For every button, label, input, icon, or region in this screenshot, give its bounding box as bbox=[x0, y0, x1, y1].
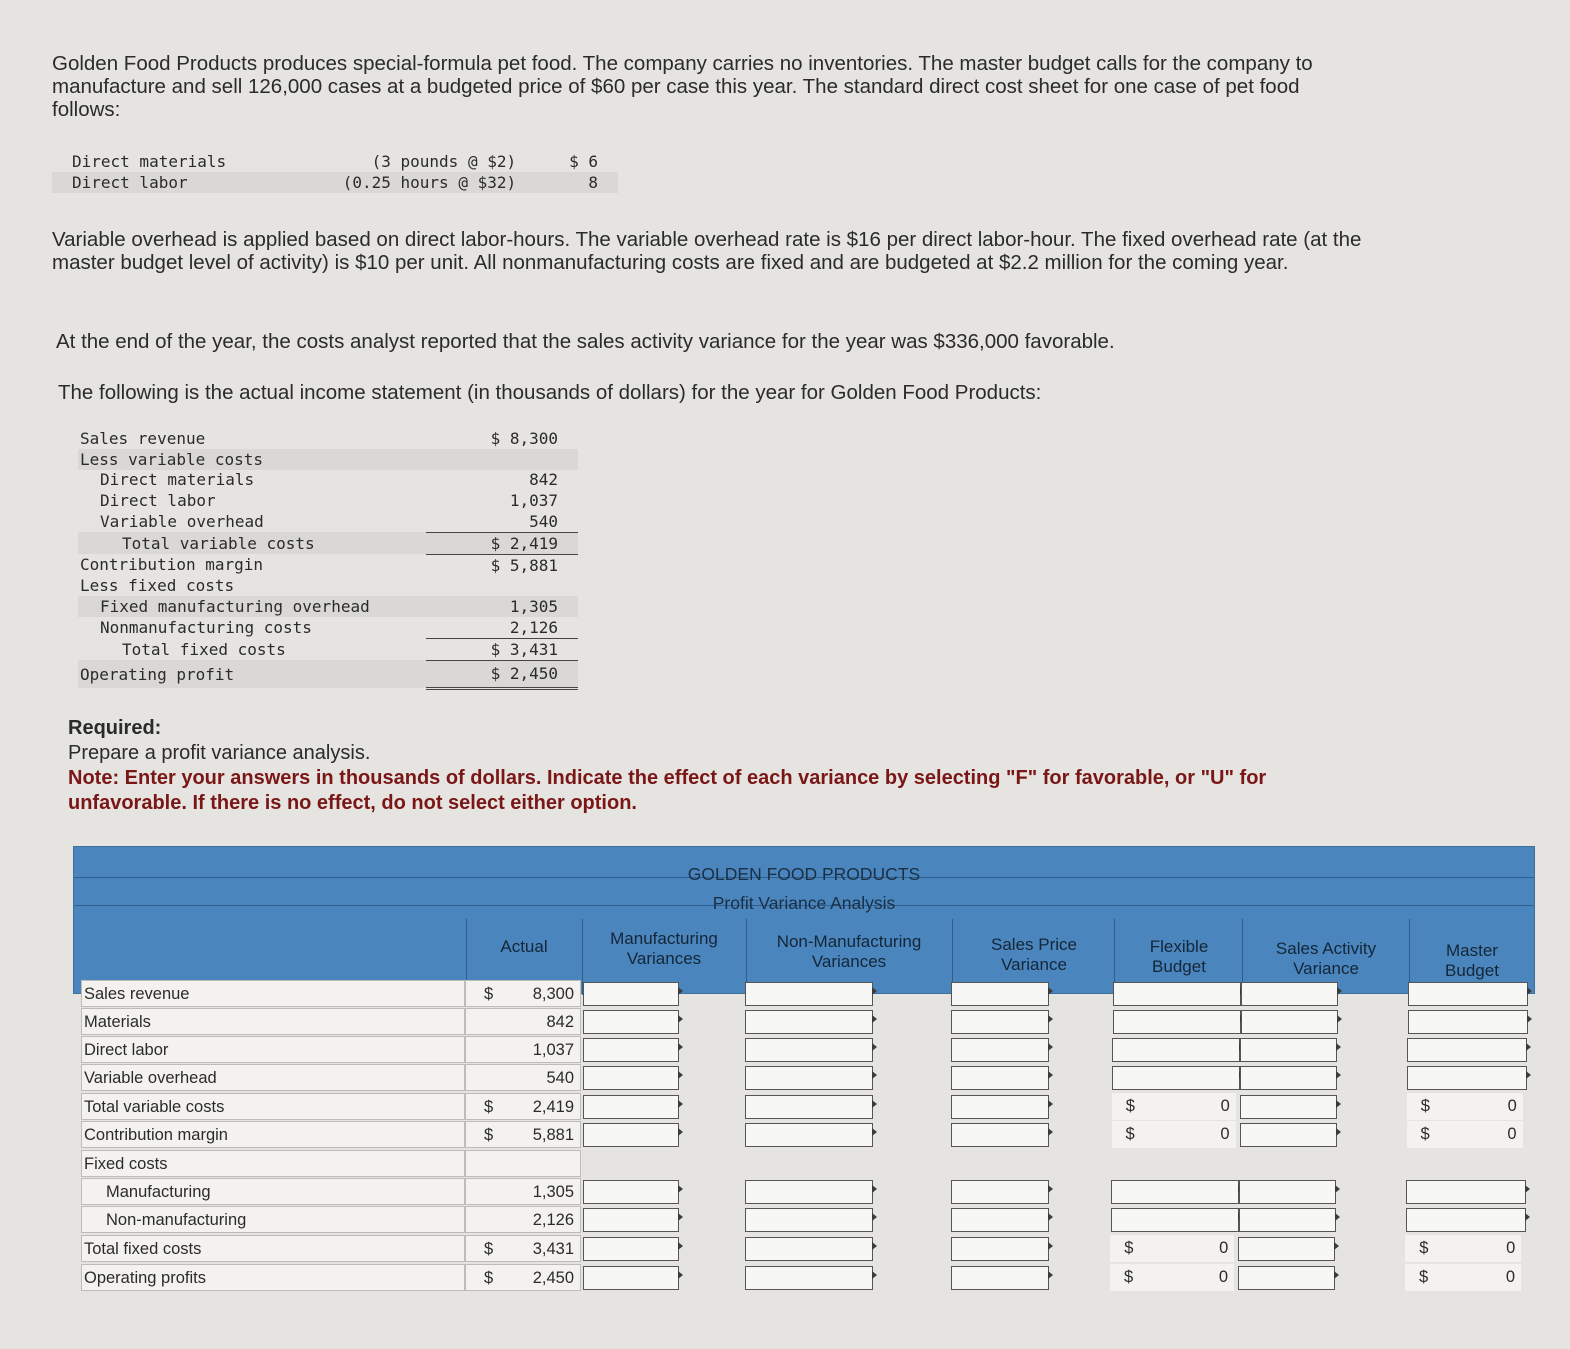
variance-amount-input[interactable] bbox=[951, 1180, 1049, 1204]
overhead-paragraph: Variable overhead is applied based on direct labor-hours. The variable overhead rate is $16 per direct labor-hour. The fixed overhead rate (at the master budget level of activity) is $10 per unit. All nonmanufacturing costs are fixed and are budgeted at $2.2 million for the coming year. bbox=[52, 228, 1362, 274]
is-label: Operating profit bbox=[78, 660, 426, 688]
computed-total-cell bbox=[1405, 1235, 1521, 1262]
variance-amount-input[interactable] bbox=[745, 1266, 873, 1290]
variance-amount-input[interactable] bbox=[951, 1237, 1049, 1261]
variance-amount-input[interactable] bbox=[1113, 982, 1241, 1006]
dollar-sign: $ bbox=[484, 1126, 494, 1144]
variance-amount-input[interactable] bbox=[745, 1066, 873, 1090]
computed-total-cell bbox=[1112, 1121, 1236, 1148]
col-mfg-variances: Manufacturing Variances bbox=[610, 929, 718, 968]
variance-amount-input[interactable] bbox=[745, 982, 873, 1006]
is-value: $ 5,881 bbox=[426, 554, 578, 575]
variance-amount-input[interactable] bbox=[583, 982, 679, 1006]
is-label: Variable overhead bbox=[100, 512, 264, 532]
grid-header bbox=[73, 846, 1535, 994]
is-value: 1,305 bbox=[426, 596, 578, 617]
computed-total-cell bbox=[1110, 1235, 1234, 1262]
dollar-sign: $ bbox=[484, 1098, 494, 1116]
computed-total-cell bbox=[1405, 1264, 1521, 1291]
cost-detail: (0.25 hours @ $32) bbox=[283, 172, 537, 193]
is-label: Sales revenue bbox=[80, 428, 206, 448]
dollar-sign: $ bbox=[1419, 1239, 1429, 1257]
is-label: Fixed manufacturing overhead bbox=[78, 596, 426, 617]
actual-value: 2,419 bbox=[532, 1098, 574, 1116]
row-label: Direct labor bbox=[81, 1036, 465, 1063]
variance-amount-input[interactable] bbox=[951, 1208, 1049, 1232]
computed-value: 0 bbox=[1507, 1097, 1517, 1115]
variance-amount-input[interactable] bbox=[1240, 1038, 1337, 1062]
is-label: Contribution margin bbox=[80, 555, 264, 575]
computed-total-cell bbox=[1407, 1093, 1523, 1120]
variance-amount-input[interactable] bbox=[745, 1038, 873, 1062]
is-label: Less fixed costs bbox=[80, 576, 235, 596]
row-label: Non-manufacturing bbox=[81, 1206, 465, 1233]
dollar-sign: $ bbox=[1419, 1268, 1429, 1286]
dollar-sign: $ bbox=[484, 1240, 494, 1258]
variance-amount-input[interactable] bbox=[951, 1010, 1049, 1034]
col-sales-activity-variance: Sales Activity Variance bbox=[1275, 939, 1377, 978]
computed-value: 0 bbox=[1507, 1125, 1517, 1143]
grid-title: GOLDEN FOOD PRODUCTS bbox=[687, 864, 921, 884]
actual-value: 5,881 bbox=[532, 1126, 574, 1144]
computed-total-cell bbox=[1112, 1093, 1236, 1120]
dollar-sign: $ bbox=[1420, 1097, 1430, 1115]
cost-amount: 8 bbox=[536, 172, 618, 193]
actual-cell bbox=[465, 1121, 581, 1148]
statement-intro: The following is the actual income statement (in thousands of dollars) for the year for Golden Food Products: bbox=[58, 381, 1042, 404]
variance-amount-input[interactable] bbox=[951, 1123, 1049, 1147]
is-value: $ 2,419 bbox=[426, 532, 578, 554]
computed-value: 0 bbox=[1218, 1268, 1228, 1286]
variance-amount-input[interactable] bbox=[745, 1095, 873, 1119]
col-sales-price-variance: Sales Price Variance bbox=[991, 935, 1077, 974]
grid-subtitle: Profit Variance Analysis bbox=[712, 893, 896, 913]
variance-amount-input[interactable] bbox=[1111, 1208, 1239, 1232]
variance-amount-input[interactable] bbox=[1112, 1066, 1240, 1090]
row-label: Sales revenue bbox=[81, 980, 465, 1007]
actual-value: 1,037 bbox=[532, 1041, 574, 1059]
variance-amount-input[interactable] bbox=[583, 1038, 679, 1062]
row-label: Variable overhead bbox=[81, 1064, 465, 1091]
intro-paragraph: Golden Food Products produces special-formula pet food. The company carries no inventories. The master budget calls for the company to manufacture and sell 126,000 cases at a budgeted price of $60 per case this year. The standard direct cost sheet for one case of pet food follows: bbox=[52, 52, 1313, 121]
dollar-sign: $ bbox=[1420, 1125, 1430, 1143]
cost-row-materials bbox=[52, 151, 618, 172]
variance-amount-input[interactable] bbox=[951, 982, 1049, 1006]
required-note: Note: Enter your answers in thousands of dollars. Indicate the effect of each variance by selecting "F" for favorable, or "U" for unfavorable. If there is no effect, do not select either option. bbox=[68, 767, 1267, 814]
row-label: Operating profits bbox=[81, 1264, 465, 1291]
is-label: Nonmanufacturing costs bbox=[100, 618, 312, 638]
variance-amount-input[interactable] bbox=[1408, 1010, 1528, 1034]
is-value: $ 2,450 bbox=[426, 660, 578, 688]
cost-row-labor bbox=[52, 172, 618, 193]
is-label: Direct materials bbox=[100, 470, 255, 490]
variance-amount-input[interactable] bbox=[1241, 1010, 1338, 1034]
variance-amount-input[interactable] bbox=[583, 1266, 679, 1290]
col-actual: Actual bbox=[500, 937, 548, 956]
actual-value: 2,450 bbox=[532, 1269, 574, 1287]
variance-amount-input[interactable] bbox=[951, 1266, 1049, 1290]
actual-value: 1,305 bbox=[532, 1183, 574, 1201]
row-label: Fixed costs bbox=[81, 1150, 465, 1177]
actual-cell bbox=[465, 980, 581, 1007]
computed-value: 0 bbox=[1219, 1239, 1229, 1257]
is-value: 842 bbox=[529, 470, 558, 490]
income-statement bbox=[78, 428, 578, 690]
computed-total-cell bbox=[1407, 1121, 1523, 1148]
actual-cell bbox=[465, 1150, 581, 1177]
actual-cell bbox=[465, 1008, 581, 1035]
standard-cost-sheet bbox=[52, 151, 618, 193]
variance-amount-input[interactable] bbox=[583, 1237, 679, 1261]
dollar-sign: $ bbox=[1125, 1097, 1135, 1115]
row-label: Total fixed costs bbox=[81, 1235, 465, 1262]
is-value: 540 bbox=[529, 512, 558, 532]
dollar-sign: $ bbox=[1124, 1239, 1134, 1257]
cost-amount: $ 6 bbox=[569, 152, 598, 171]
col-master-budget: Master Budget bbox=[1445, 941, 1499, 980]
actual-value: 842 bbox=[546, 1013, 574, 1031]
variance-amount-input[interactable] bbox=[1240, 1095, 1337, 1119]
dollar-sign: $ bbox=[1124, 1268, 1134, 1286]
variance-amount-input[interactable] bbox=[583, 1010, 679, 1034]
is-value: 2,126 bbox=[509, 618, 558, 638]
variance-amount-input[interactable] bbox=[1112, 1038, 1240, 1062]
variance-amount-input[interactable] bbox=[1238, 1237, 1335, 1261]
variance-amount-input[interactable] bbox=[745, 1123, 873, 1147]
cost-item: Direct materials bbox=[72, 152, 227, 171]
col-flexible-budget: Flexible Budget bbox=[1149, 937, 1209, 976]
variance-amount-input[interactable] bbox=[583, 1066, 679, 1090]
variance-amount-input[interactable] bbox=[583, 1123, 679, 1147]
actual-value: 540 bbox=[546, 1069, 574, 1087]
variance-amount-input[interactable] bbox=[1240, 1123, 1337, 1147]
variance-amount-input[interactable] bbox=[745, 1180, 873, 1204]
cost-detail: (3 pounds @ $2) bbox=[371, 152, 517, 171]
is-value: $ 3,431 bbox=[426, 638, 578, 660]
actual-cell bbox=[465, 1206, 581, 1233]
row-label: Materials bbox=[81, 1008, 465, 1035]
variance-amount-input[interactable] bbox=[1113, 1010, 1241, 1034]
variance-amount-input[interactable] bbox=[745, 1208, 873, 1232]
variance-amount-input[interactable] bbox=[1241, 982, 1338, 1006]
actual-cell bbox=[465, 1064, 581, 1091]
is-label: Total fixed costs bbox=[122, 639, 286, 659]
required-heading: Required: bbox=[68, 717, 162, 739]
actual-cell bbox=[465, 1235, 581, 1262]
variance-amount-input[interactable] bbox=[1406, 1208, 1526, 1232]
variance-amount-input[interactable] bbox=[951, 1066, 1049, 1090]
actual-cell bbox=[465, 1036, 581, 1063]
required-task: Prepare a profit variance analysis. bbox=[68, 742, 371, 764]
dollar-sign: $ bbox=[484, 1269, 494, 1287]
computed-value: 0 bbox=[1505, 1268, 1515, 1286]
computed-total-cell bbox=[1110, 1264, 1234, 1291]
actual-value: 8,300 bbox=[532, 985, 574, 1003]
variance-amount-input[interactable] bbox=[1406, 1180, 1526, 1204]
row-label: Manufacturing bbox=[81, 1178, 465, 1205]
variance-amount-input[interactable] bbox=[1240, 1066, 1337, 1090]
variance-amount-input[interactable] bbox=[951, 1095, 1049, 1119]
variance-amount-input[interactable] bbox=[1407, 1038, 1527, 1062]
variance-amount-input[interactable] bbox=[1111, 1180, 1239, 1204]
cost-item: Direct labor bbox=[52, 172, 283, 193]
computed-value: 0 bbox=[1220, 1097, 1230, 1115]
is-label: Less variable costs bbox=[78, 449, 426, 470]
variance-amount-input[interactable] bbox=[745, 1010, 873, 1034]
variance-amount-input[interactable] bbox=[1239, 1180, 1336, 1204]
actual-value: 3,431 bbox=[532, 1240, 574, 1258]
computed-value: 0 bbox=[1506, 1239, 1516, 1257]
is-label: Direct labor bbox=[100, 491, 216, 511]
is-value: 1,037 bbox=[509, 491, 558, 511]
profit-variance-grid bbox=[73, 846, 1535, 1306]
actual-value: 2,126 bbox=[532, 1211, 574, 1229]
col-nonmfg-variances: Non-Manufacturing Variances bbox=[776, 932, 922, 971]
variance-amount-input[interactable] bbox=[583, 1095, 679, 1119]
variance-paragraph: At the end of the year, the costs analyst reported that the sales activity variance for the year was $336,000 favorable. bbox=[56, 330, 1115, 353]
variance-amount-input[interactable] bbox=[583, 1208, 679, 1232]
variance-amount-input[interactable] bbox=[1238, 1266, 1335, 1290]
variance-amount-input[interactable] bbox=[1239, 1208, 1336, 1232]
actual-cell bbox=[465, 1178, 581, 1205]
is-value: $ 8,300 bbox=[490, 428, 558, 448]
row-label: Contribution margin bbox=[81, 1121, 465, 1148]
variance-amount-input[interactable] bbox=[951, 1038, 1049, 1062]
required-section bbox=[68, 716, 1288, 816]
variance-amount-input[interactable] bbox=[1408, 982, 1528, 1006]
variance-amount-input[interactable] bbox=[1407, 1066, 1527, 1090]
dollar-sign: $ bbox=[484, 985, 494, 1003]
variance-amount-input[interactable] bbox=[745, 1237, 873, 1261]
row-label: Total variable costs bbox=[81, 1093, 465, 1120]
actual-cell bbox=[465, 1264, 581, 1291]
is-label: Total variable costs bbox=[78, 532, 426, 554]
actual-cell bbox=[465, 1093, 581, 1120]
dollar-sign: $ bbox=[1125, 1125, 1135, 1143]
variance-amount-input[interactable] bbox=[583, 1180, 679, 1204]
computed-value: 0 bbox=[1220, 1125, 1230, 1143]
